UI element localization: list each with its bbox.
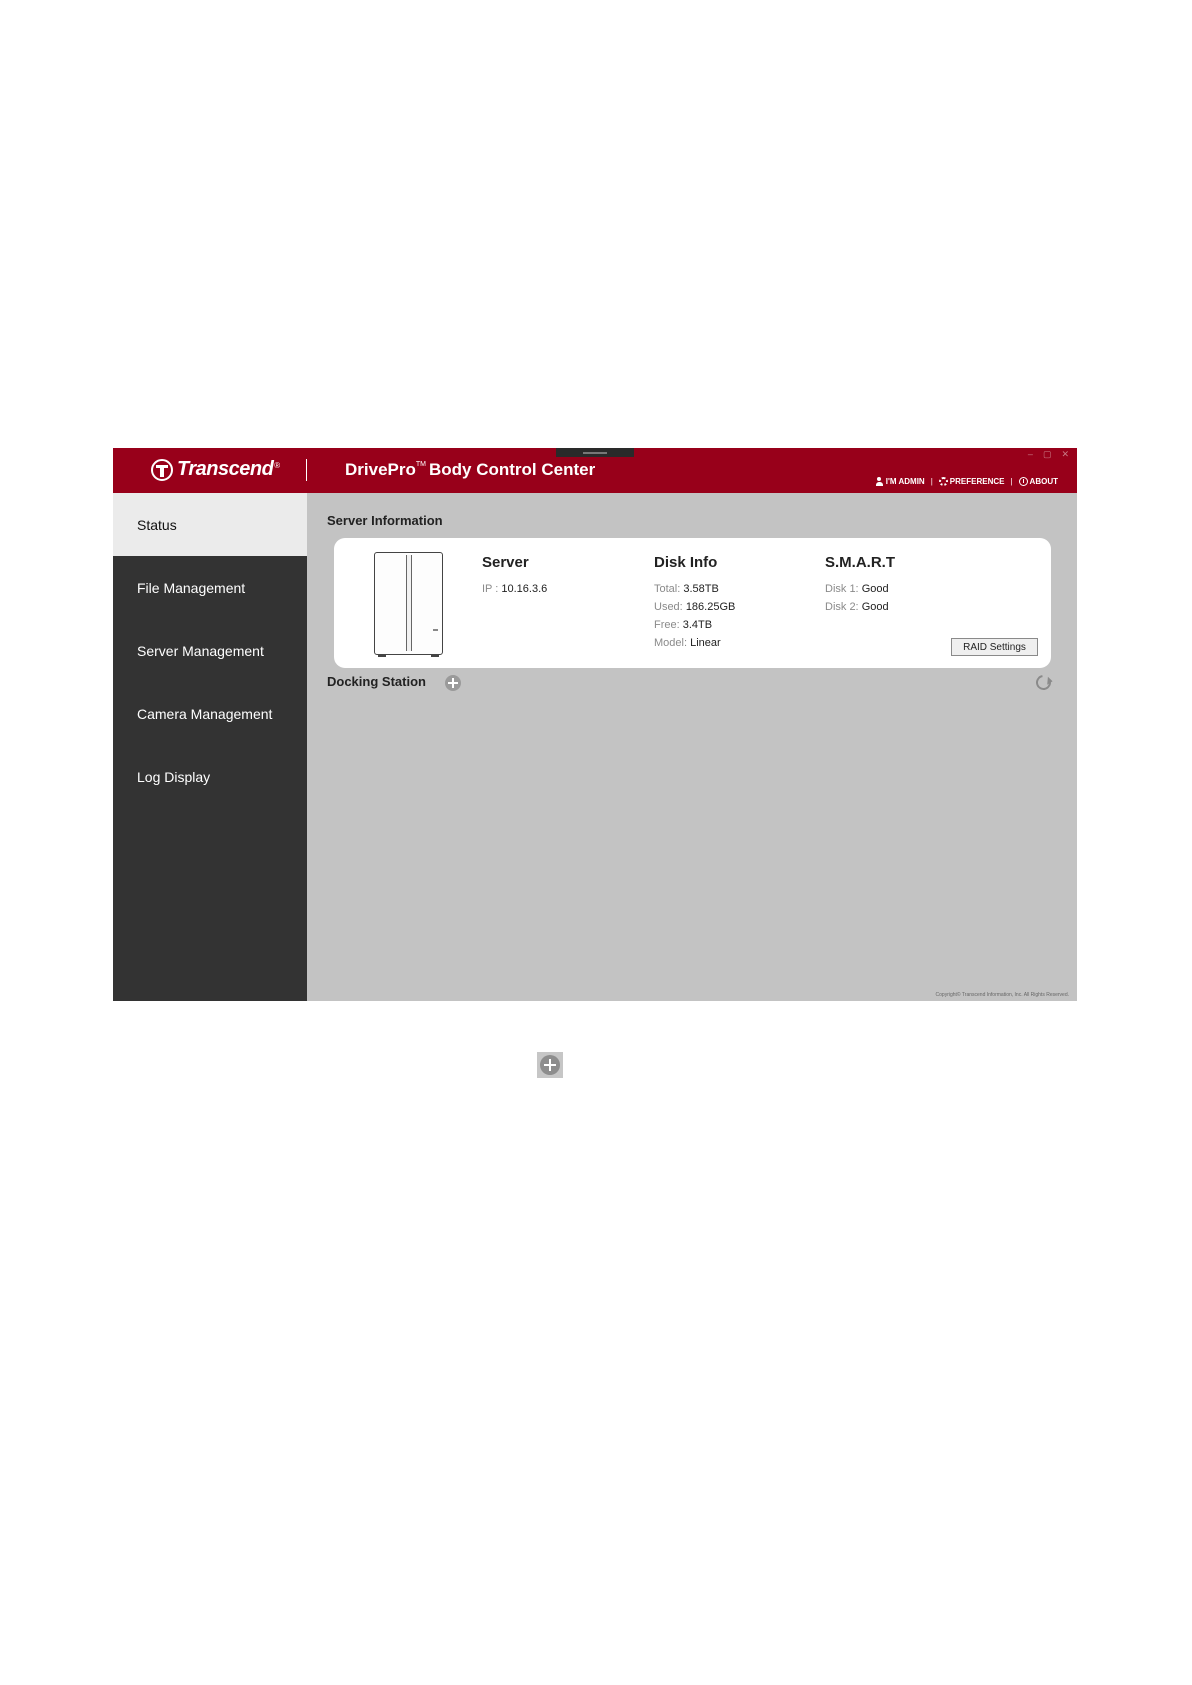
transcend-logo bbox=[151, 458, 280, 481]
brand-registered-mark: ® bbox=[274, 461, 281, 470]
disk1-status: Good bbox=[861, 583, 889, 595]
sidebar-item-camera-management[interactable]: Camera Management bbox=[137, 705, 273, 722]
app-title bbox=[345, 460, 595, 480]
raid-settings-button[interactable]: RAID Settings bbox=[951, 638, 1038, 656]
nas-device-image bbox=[374, 552, 443, 655]
used-label: Used: bbox=[654, 601, 683, 613]
total-value: 3.58TB bbox=[683, 583, 719, 595]
minimize-button[interactable]: – bbox=[1027, 449, 1033, 459]
drag-handle[interactable] bbox=[556, 448, 634, 457]
sidebar-item-server-management[interactable]: Server Management bbox=[137, 642, 264, 659]
header-separator: | bbox=[1010, 477, 1013, 486]
free-label: Free: bbox=[654, 619, 680, 631]
header-links bbox=[875, 477, 1058, 486]
server-title: Server bbox=[482, 554, 529, 571]
main-content bbox=[307, 493, 1077, 1001]
app-window bbox=[113, 448, 1077, 1001]
admin-link[interactable] bbox=[875, 477, 925, 486]
disk-used-row bbox=[654, 598, 735, 616]
server-info-card bbox=[334, 538, 1051, 668]
preference-link-label: PREFERENCE bbox=[949, 477, 1005, 486]
disk-free-row bbox=[654, 616, 735, 634]
preference-link[interactable] bbox=[939, 477, 1005, 486]
smart-disk1-row bbox=[825, 580, 895, 598]
header-bar bbox=[113, 448, 1077, 493]
info-icon bbox=[1019, 477, 1028, 486]
about-link-label: ABOUT bbox=[1029, 477, 1058, 486]
header-separator: | bbox=[930, 477, 933, 486]
sidebar-item-status[interactable]: Status bbox=[113, 493, 307, 556]
disk2-status: Good bbox=[861, 601, 889, 613]
sidebar bbox=[113, 493, 307, 1001]
transcend-logo-icon bbox=[151, 459, 173, 481]
header-divider bbox=[306, 459, 307, 481]
disk1-label: Disk 1: bbox=[825, 583, 859, 595]
server-ip-row bbox=[482, 580, 547, 598]
total-label: Total: bbox=[654, 583, 681, 595]
section-title: Server Information bbox=[327, 513, 443, 528]
disk2-label: Disk 2: bbox=[825, 601, 859, 613]
user-icon bbox=[875, 477, 884, 486]
model-value: Linear bbox=[690, 637, 721, 649]
copyright-text: Copyright© Transcend Information, Inc. All Rights Reserved. bbox=[935, 992, 1069, 998]
refresh-icon[interactable] bbox=[1033, 672, 1054, 693]
sidebar-item-log-display[interactable]: Log Display bbox=[137, 768, 211, 785]
admin-link-label: I'M ADMIN bbox=[885, 477, 925, 486]
maximize-button[interactable]: ▢ bbox=[1042, 449, 1052, 459]
free-value: 3.4TB bbox=[682, 619, 713, 631]
add-icon bbox=[540, 1055, 560, 1075]
nas-device-foot bbox=[378, 654, 386, 657]
add-icon-sample bbox=[537, 1052, 563, 1078]
app-title-trademark: TM bbox=[415, 461, 426, 468]
sidebar-item-file-management[interactable]: File Management bbox=[137, 579, 246, 596]
disk-info-title: Disk Info bbox=[654, 554, 718, 571]
ip-label: IP : bbox=[482, 583, 499, 595]
smart-title: S.M.A.R.T bbox=[825, 554, 895, 571]
used-value: 186.25GB bbox=[685, 601, 736, 613]
smart-disk2-row bbox=[825, 598, 895, 616]
close-button[interactable]: ✕ bbox=[1061, 449, 1069, 459]
model-label: Model: bbox=[654, 637, 688, 649]
brand-name: Transcend bbox=[177, 458, 274, 480]
gear-icon bbox=[939, 477, 948, 486]
about-link[interactable] bbox=[1019, 477, 1058, 486]
disk-model-row bbox=[654, 634, 735, 652]
server-column bbox=[482, 554, 547, 598]
nas-device-foot bbox=[431, 654, 439, 657]
window-controls bbox=[1028, 450, 1069, 459]
add-icon[interactable] bbox=[445, 675, 461, 691]
app-title-product: DrivePro bbox=[345, 460, 416, 479]
app-title-rest: Body Control Center bbox=[428, 460, 596, 479]
disk-info-column bbox=[654, 554, 735, 652]
smart-column bbox=[825, 554, 895, 616]
ip-value: 10.16.3.6 bbox=[501, 583, 548, 595]
docking-station-label: Docking Station bbox=[327, 674, 426, 689]
disk-total-row bbox=[654, 580, 735, 598]
